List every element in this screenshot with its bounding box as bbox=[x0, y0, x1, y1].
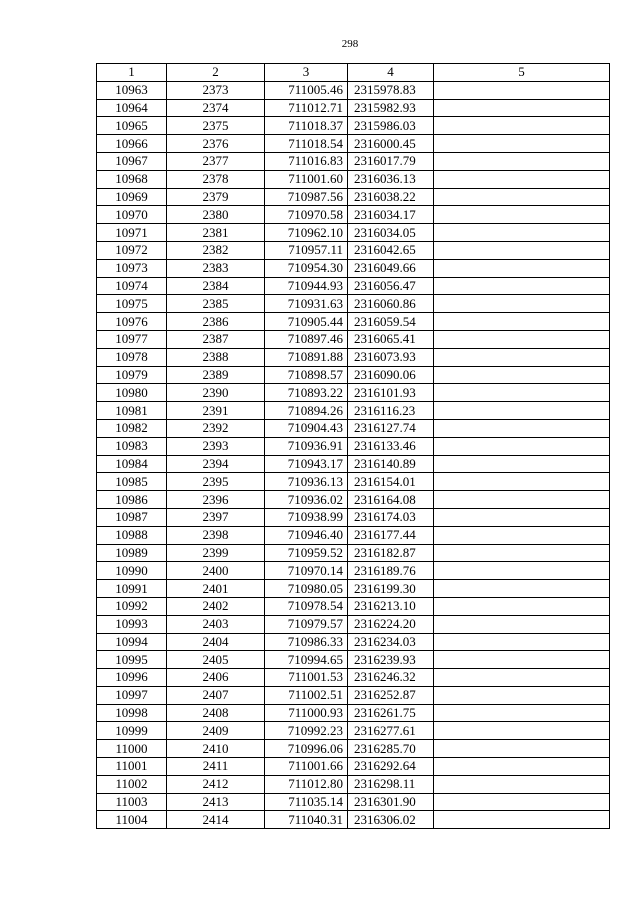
cell-y-coordinate: 2315978.83 bbox=[348, 81, 434, 99]
cell-y-coordinate: 2316306.02 bbox=[348, 811, 434, 829]
cell-x-coordinate: 710986.33 bbox=[265, 633, 348, 651]
cell-note bbox=[434, 206, 610, 224]
cell-y-coordinate: 2316133.46 bbox=[348, 437, 434, 455]
cell-number: 11003 bbox=[97, 793, 167, 811]
table-row bbox=[97, 224, 610, 242]
cell-x-coordinate: 710894.26 bbox=[265, 402, 348, 420]
cell-point-id: 2408 bbox=[167, 704, 265, 722]
cell-point-id: 2407 bbox=[167, 686, 265, 704]
cell-note bbox=[434, 117, 610, 135]
cell-x-coordinate: 710996.06 bbox=[265, 740, 348, 758]
cell-y-coordinate: 2316164.08 bbox=[348, 491, 434, 509]
cell-number: 10985 bbox=[97, 473, 167, 491]
table-row bbox=[97, 117, 610, 135]
cell-point-id: 2404 bbox=[167, 633, 265, 651]
table-row bbox=[97, 402, 610, 420]
cell-x-coordinate: 710936.02 bbox=[265, 491, 348, 509]
cell-y-coordinate: 2316065.41 bbox=[348, 330, 434, 348]
cell-note bbox=[434, 615, 610, 633]
cell-note bbox=[434, 348, 610, 366]
table-row bbox=[97, 651, 610, 669]
cell-x-coordinate: 710959.52 bbox=[265, 544, 348, 562]
cell-y-coordinate: 2316127.74 bbox=[348, 419, 434, 437]
cell-point-id: 2377 bbox=[167, 152, 265, 170]
cell-point-id: 2397 bbox=[167, 508, 265, 526]
cell-number: 10974 bbox=[97, 277, 167, 295]
table-row bbox=[97, 99, 610, 117]
cell-note bbox=[434, 152, 610, 170]
cell-note bbox=[434, 241, 610, 259]
cell-y-coordinate: 2316239.93 bbox=[348, 651, 434, 669]
cell-x-coordinate: 710904.43 bbox=[265, 419, 348, 437]
cell-note bbox=[434, 508, 610, 526]
cell-note bbox=[434, 811, 610, 829]
cell-note bbox=[434, 562, 610, 580]
cell-note bbox=[434, 277, 610, 295]
cell-note bbox=[434, 419, 610, 437]
cell-note bbox=[434, 526, 610, 544]
cell-point-id: 2411 bbox=[167, 758, 265, 776]
cell-number: 10976 bbox=[97, 313, 167, 331]
cell-note bbox=[434, 81, 610, 99]
cell-point-id: 2401 bbox=[167, 580, 265, 598]
cell-number: 11001 bbox=[97, 758, 167, 776]
cell-x-coordinate: 711002.51 bbox=[265, 686, 348, 704]
cell-number: 10988 bbox=[97, 526, 167, 544]
cell-number: 10990 bbox=[97, 562, 167, 580]
table-row bbox=[97, 152, 610, 170]
cell-note bbox=[434, 793, 610, 811]
cell-point-id: 2398 bbox=[167, 526, 265, 544]
cell-y-coordinate: 2316213.10 bbox=[348, 597, 434, 615]
cell-point-id: 2391 bbox=[167, 402, 265, 420]
cell-y-coordinate: 2316017.79 bbox=[348, 152, 434, 170]
coordinates-table bbox=[96, 63, 610, 829]
cell-y-coordinate: 2316177.44 bbox=[348, 526, 434, 544]
cell-note bbox=[434, 775, 610, 793]
table-row bbox=[97, 295, 610, 313]
cell-y-coordinate: 2316199.30 bbox=[348, 580, 434, 598]
table-row bbox=[97, 81, 610, 99]
cell-number: 10979 bbox=[97, 366, 167, 384]
cell-number: 10967 bbox=[97, 152, 167, 170]
cell-number: 10977 bbox=[97, 330, 167, 348]
cell-note bbox=[434, 651, 610, 669]
cell-point-id: 2383 bbox=[167, 259, 265, 277]
cell-point-id: 2376 bbox=[167, 135, 265, 153]
cell-y-coordinate: 2316140.89 bbox=[348, 455, 434, 473]
cell-y-coordinate: 2316049.66 bbox=[348, 259, 434, 277]
cell-point-id: 2413 bbox=[167, 793, 265, 811]
cell-point-id: 2410 bbox=[167, 740, 265, 758]
cell-x-coordinate: 711016.83 bbox=[265, 152, 348, 170]
table-row bbox=[97, 366, 610, 384]
cell-x-coordinate: 710994.65 bbox=[265, 651, 348, 669]
cell-note bbox=[434, 437, 610, 455]
cell-x-coordinate: 710946.40 bbox=[265, 526, 348, 544]
cell-point-id: 2393 bbox=[167, 437, 265, 455]
table-row bbox=[97, 384, 610, 402]
table-row bbox=[97, 615, 610, 633]
cell-point-id: 2375 bbox=[167, 117, 265, 135]
column-header: 2 bbox=[167, 64, 265, 82]
table-row bbox=[97, 437, 610, 455]
table-row bbox=[97, 580, 610, 598]
cell-point-id: 2386 bbox=[167, 313, 265, 331]
cell-x-coordinate: 711040.31 bbox=[265, 811, 348, 829]
cell-x-coordinate: 710987.56 bbox=[265, 188, 348, 206]
cell-y-coordinate: 2316174.03 bbox=[348, 508, 434, 526]
cell-point-id: 2399 bbox=[167, 544, 265, 562]
cell-x-coordinate: 710897.46 bbox=[265, 330, 348, 348]
table-row bbox=[97, 775, 610, 793]
cell-note bbox=[434, 740, 610, 758]
cell-point-id: 2384 bbox=[167, 277, 265, 295]
cell-x-coordinate: 710962.10 bbox=[265, 224, 348, 242]
cell-x-coordinate: 711001.53 bbox=[265, 669, 348, 687]
cell-number: 11002 bbox=[97, 775, 167, 793]
cell-point-id: 2387 bbox=[167, 330, 265, 348]
page-number: 298 bbox=[341, 38, 359, 50]
cell-x-coordinate: 710957.11 bbox=[265, 241, 348, 259]
cell-point-id: 2374 bbox=[167, 99, 265, 117]
cell-y-coordinate: 2316261.75 bbox=[348, 704, 434, 722]
table-row bbox=[97, 758, 610, 776]
cell-note bbox=[434, 704, 610, 722]
cell-y-coordinate: 2316060.86 bbox=[348, 295, 434, 313]
cell-number: 10966 bbox=[97, 135, 167, 153]
cell-y-coordinate: 2316038.22 bbox=[348, 188, 434, 206]
table-row bbox=[97, 562, 610, 580]
cell-point-id: 2381 bbox=[167, 224, 265, 242]
cell-number: 10972 bbox=[97, 241, 167, 259]
cell-number: 10991 bbox=[97, 580, 167, 598]
table-row bbox=[97, 170, 610, 188]
cell-point-id: 2385 bbox=[167, 295, 265, 313]
cell-point-id: 2405 bbox=[167, 651, 265, 669]
cell-y-coordinate: 2316189.76 bbox=[348, 562, 434, 580]
table-row bbox=[97, 473, 610, 491]
cell-note bbox=[434, 633, 610, 651]
cell-point-id: 2402 bbox=[167, 597, 265, 615]
table-row bbox=[97, 455, 610, 473]
cell-note bbox=[434, 366, 610, 384]
cell-number: 10998 bbox=[97, 704, 167, 722]
cell-note bbox=[434, 455, 610, 473]
cell-y-coordinate: 2316090.06 bbox=[348, 366, 434, 384]
cell-note bbox=[434, 544, 610, 562]
cell-number: 11004 bbox=[97, 811, 167, 829]
cell-x-coordinate: 710898.57 bbox=[265, 366, 348, 384]
cell-y-coordinate: 2316101.93 bbox=[348, 384, 434, 402]
cell-number: 10981 bbox=[97, 402, 167, 420]
cell-number: 10980 bbox=[97, 384, 167, 402]
cell-y-coordinate: 2316116.23 bbox=[348, 402, 434, 420]
cell-y-coordinate: 2316059.54 bbox=[348, 313, 434, 331]
cell-y-coordinate: 2316182.87 bbox=[348, 544, 434, 562]
cell-point-id: 2382 bbox=[167, 241, 265, 259]
cell-y-coordinate: 2316246.32 bbox=[348, 669, 434, 687]
cell-note bbox=[434, 295, 610, 313]
cell-x-coordinate: 710938.99 bbox=[265, 508, 348, 526]
table-header-row bbox=[97, 64, 610, 82]
cell-note bbox=[434, 170, 610, 188]
table-row bbox=[97, 188, 610, 206]
cell-x-coordinate: 710943.17 bbox=[265, 455, 348, 473]
table-row bbox=[97, 722, 610, 740]
table-row bbox=[97, 348, 610, 366]
cell-y-coordinate: 2315982.93 bbox=[348, 99, 434, 117]
cell-point-id: 2400 bbox=[167, 562, 265, 580]
cell-x-coordinate: 710893.22 bbox=[265, 384, 348, 402]
cell-y-coordinate: 2316154.01 bbox=[348, 473, 434, 491]
cell-note bbox=[434, 99, 610, 117]
cell-number: 10963 bbox=[97, 81, 167, 99]
table-row bbox=[97, 330, 610, 348]
table-row bbox=[97, 277, 610, 295]
column-header: 3 bbox=[265, 64, 348, 82]
cell-note bbox=[434, 402, 610, 420]
cell-x-coordinate: 710970.58 bbox=[265, 206, 348, 224]
cell-number: 10975 bbox=[97, 295, 167, 313]
cell-y-coordinate: 2316224.20 bbox=[348, 615, 434, 633]
cell-x-coordinate: 710936.91 bbox=[265, 437, 348, 455]
cell-number: 10984 bbox=[97, 455, 167, 473]
table-row bbox=[97, 313, 610, 331]
cell-x-coordinate: 710970.14 bbox=[265, 562, 348, 580]
cell-x-coordinate: 711035.14 bbox=[265, 793, 348, 811]
cell-point-id: 2394 bbox=[167, 455, 265, 473]
cell-y-coordinate: 2316298.11 bbox=[348, 775, 434, 793]
cell-note bbox=[434, 473, 610, 491]
cell-x-coordinate: 710979.57 bbox=[265, 615, 348, 633]
cell-point-id: 2406 bbox=[167, 669, 265, 687]
cell-point-id: 2388 bbox=[167, 348, 265, 366]
cell-x-coordinate: 710905.44 bbox=[265, 313, 348, 331]
cell-number: 10983 bbox=[97, 437, 167, 455]
cell-note bbox=[434, 686, 610, 704]
cell-x-coordinate: 711000.93 bbox=[265, 704, 348, 722]
table-row bbox=[97, 633, 610, 651]
table-row bbox=[97, 793, 610, 811]
table-row bbox=[97, 597, 610, 615]
cell-number: 10993 bbox=[97, 615, 167, 633]
cell-x-coordinate: 711005.46 bbox=[265, 81, 348, 99]
cell-note bbox=[434, 580, 610, 598]
cell-point-id: 2380 bbox=[167, 206, 265, 224]
cell-x-coordinate: 710978.54 bbox=[265, 597, 348, 615]
cell-point-id: 2403 bbox=[167, 615, 265, 633]
cell-note bbox=[434, 669, 610, 687]
table-row bbox=[97, 740, 610, 758]
table-row bbox=[97, 135, 610, 153]
cell-x-coordinate: 710936.13 bbox=[265, 473, 348, 491]
column-header: 1 bbox=[97, 64, 167, 82]
cell-y-coordinate: 2316042.65 bbox=[348, 241, 434, 259]
cell-y-coordinate: 2316234.03 bbox=[348, 633, 434, 651]
cell-number: 10970 bbox=[97, 206, 167, 224]
table-row bbox=[97, 544, 610, 562]
cell-number: 10986 bbox=[97, 491, 167, 509]
cell-y-coordinate: 2316034.05 bbox=[348, 224, 434, 242]
cell-note bbox=[434, 188, 610, 206]
cell-point-id: 2414 bbox=[167, 811, 265, 829]
cell-number: 10997 bbox=[97, 686, 167, 704]
cell-point-id: 2390 bbox=[167, 384, 265, 402]
table-row bbox=[97, 259, 610, 277]
cell-y-coordinate: 2316301.90 bbox=[348, 793, 434, 811]
table-row bbox=[97, 704, 610, 722]
table-row bbox=[97, 241, 610, 259]
cell-x-coordinate: 711018.54 bbox=[265, 135, 348, 153]
cell-x-coordinate: 710931.63 bbox=[265, 295, 348, 313]
cell-number: 10982 bbox=[97, 419, 167, 437]
cell-number: 10973 bbox=[97, 259, 167, 277]
cell-point-id: 2395 bbox=[167, 473, 265, 491]
cell-x-coordinate: 711001.60 bbox=[265, 170, 348, 188]
cell-number: 10999 bbox=[97, 722, 167, 740]
cell-y-coordinate: 2316252.87 bbox=[348, 686, 434, 704]
table-row bbox=[97, 669, 610, 687]
cell-x-coordinate: 711012.80 bbox=[265, 775, 348, 793]
cell-y-coordinate: 2316285.70 bbox=[348, 740, 434, 758]
cell-note bbox=[434, 722, 610, 740]
cell-note bbox=[434, 597, 610, 615]
cell-number: 10992 bbox=[97, 597, 167, 615]
cell-number: 10987 bbox=[97, 508, 167, 526]
table-body bbox=[97, 81, 610, 828]
cell-note bbox=[434, 224, 610, 242]
cell-number: 10995 bbox=[97, 651, 167, 669]
cell-point-id: 2412 bbox=[167, 775, 265, 793]
cell-x-coordinate: 710954.30 bbox=[265, 259, 348, 277]
cell-note bbox=[434, 330, 610, 348]
cell-y-coordinate: 2316073.93 bbox=[348, 348, 434, 366]
cell-number: 11000 bbox=[97, 740, 167, 758]
table-row bbox=[97, 686, 610, 704]
cell-number: 10965 bbox=[97, 117, 167, 135]
column-header: 4 bbox=[348, 64, 434, 82]
cell-y-coordinate: 2316000.45 bbox=[348, 135, 434, 153]
cell-number: 10964 bbox=[97, 99, 167, 117]
cell-x-coordinate: 710992.23 bbox=[265, 722, 348, 740]
cell-x-coordinate: 710980.05 bbox=[265, 580, 348, 598]
cell-x-coordinate: 710944.93 bbox=[265, 277, 348, 295]
table-row bbox=[97, 508, 610, 526]
cell-x-coordinate: 710891.88 bbox=[265, 348, 348, 366]
cell-note bbox=[434, 758, 610, 776]
cell-y-coordinate: 2316292.64 bbox=[348, 758, 434, 776]
column-header: 5 bbox=[434, 64, 610, 82]
cell-y-coordinate: 2316034.17 bbox=[348, 206, 434, 224]
cell-x-coordinate: 711012.71 bbox=[265, 99, 348, 117]
cell-point-id: 2389 bbox=[167, 366, 265, 384]
cell-x-coordinate: 711018.37 bbox=[265, 117, 348, 135]
cell-point-id: 2409 bbox=[167, 722, 265, 740]
cell-point-id: 2396 bbox=[167, 491, 265, 509]
cell-note bbox=[434, 384, 610, 402]
cell-number: 10989 bbox=[97, 544, 167, 562]
cell-number: 10978 bbox=[97, 348, 167, 366]
cell-number: 10994 bbox=[97, 633, 167, 651]
cell-point-id: 2373 bbox=[167, 81, 265, 99]
cell-x-coordinate: 711001.66 bbox=[265, 758, 348, 776]
table-row bbox=[97, 491, 610, 509]
table-row bbox=[97, 811, 610, 829]
cell-number: 10969 bbox=[97, 188, 167, 206]
cell-y-coordinate: 2316277.61 bbox=[348, 722, 434, 740]
cell-note bbox=[434, 491, 610, 509]
cell-y-coordinate: 2315986.03 bbox=[348, 117, 434, 135]
cell-number: 10971 bbox=[97, 224, 167, 242]
cell-note bbox=[434, 135, 610, 153]
table-row bbox=[97, 526, 610, 544]
cell-point-id: 2379 bbox=[167, 188, 265, 206]
cell-note bbox=[434, 259, 610, 277]
cell-y-coordinate: 2316036.13 bbox=[348, 170, 434, 188]
cell-number: 10996 bbox=[97, 669, 167, 687]
cell-point-id: 2378 bbox=[167, 170, 265, 188]
cell-number: 10968 bbox=[97, 170, 167, 188]
table-row bbox=[97, 206, 610, 224]
cell-point-id: 2392 bbox=[167, 419, 265, 437]
table-row bbox=[97, 419, 610, 437]
cell-y-coordinate: 2316056.47 bbox=[348, 277, 434, 295]
cell-note bbox=[434, 313, 610, 331]
